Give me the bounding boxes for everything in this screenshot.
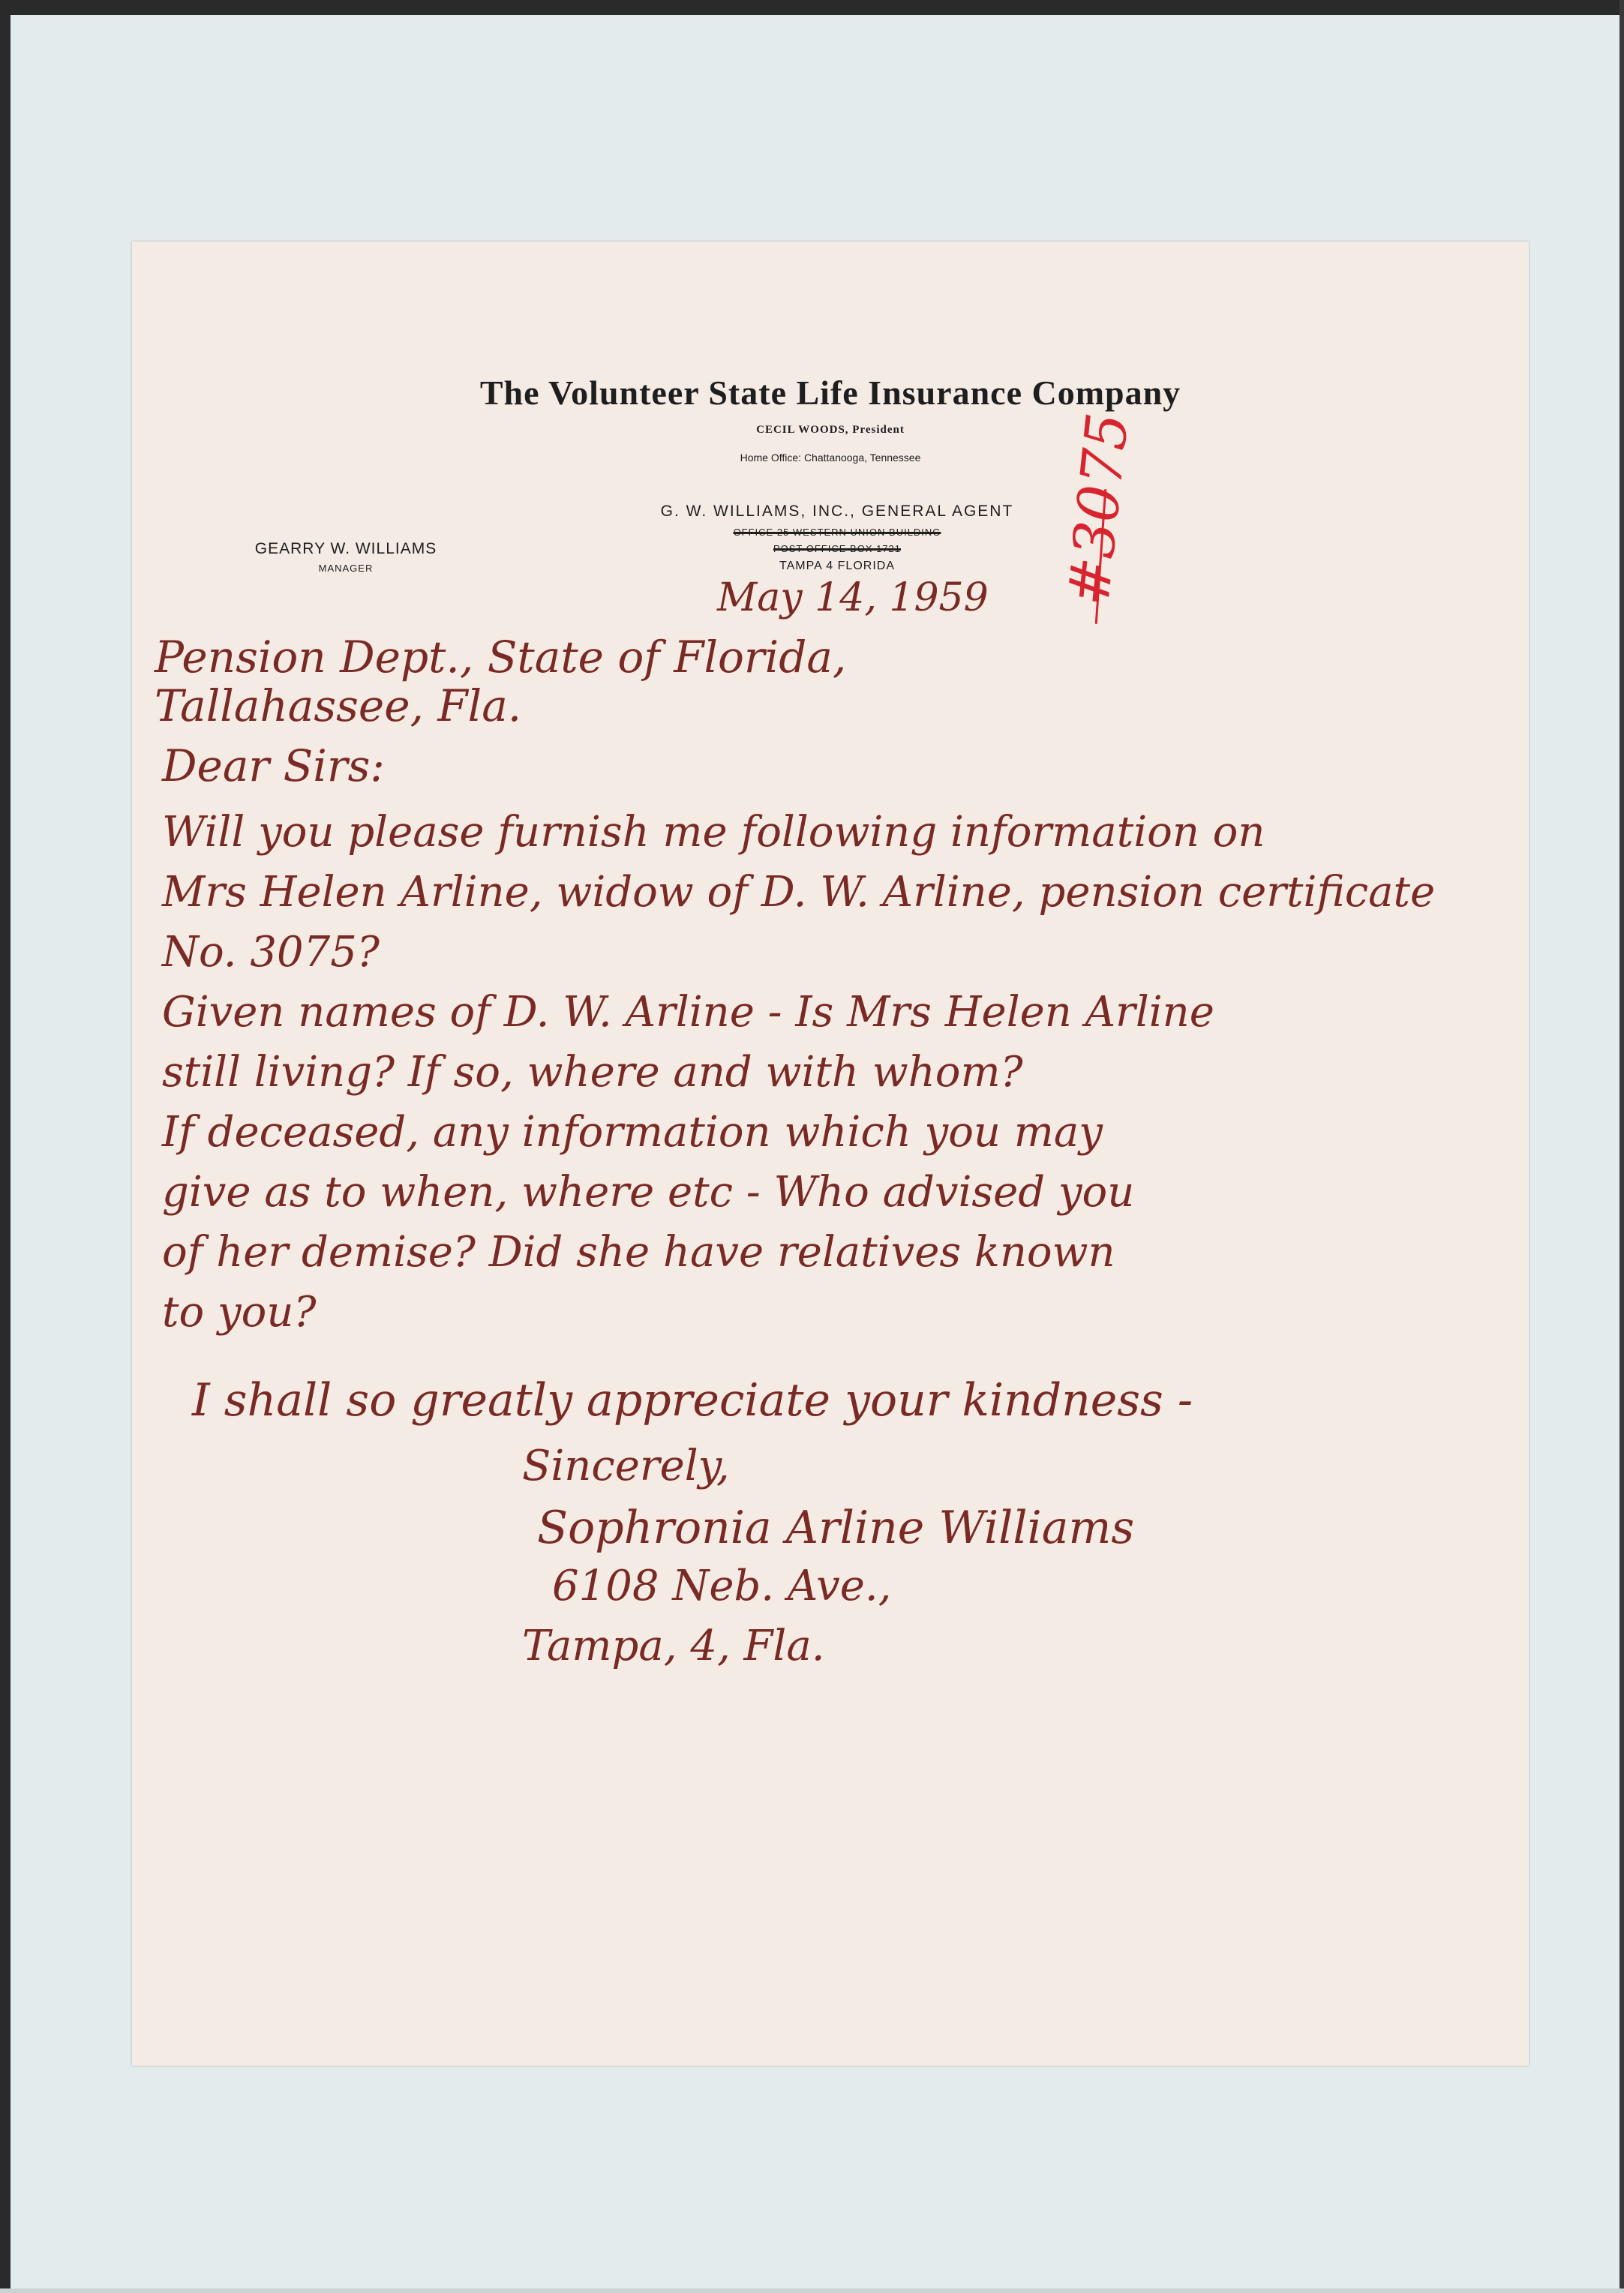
letterhead-president: CECIL WOODS, President — [756, 424, 905, 436]
body-line: Will you please furnish me following information on — [162, 808, 1265, 857]
recipient-line-2: Tallahassee, Fla. — [155, 680, 522, 731]
sender-address-line-1: 6108 Neb. Ave., — [552, 1562, 892, 1610]
letterhead-struck-office: OFFICE 25 WESTERN UNION BUILDING — [733, 527, 941, 538]
letterhead-city: TAMPA 4 FLORIDA — [779, 560, 895, 572]
scanner-edge-top — [0, 0, 1624, 15]
letterhead-home-office: Home Office: Chattanooga, Tennessee — [740, 452, 921, 464]
letterhead-manager-title: MANAGER — [318, 563, 374, 574]
body-line: to you? — [162, 1288, 317, 1337]
letter-page — [132, 242, 1529, 2066]
letterhead-manager-name: GEARRY W. WILLIAMS — [254, 540, 437, 557]
salutation: Dear Sirs: — [162, 740, 385, 791]
body-line: Given names of D. W. Arline - Is Mrs Helen Arline — [162, 988, 1214, 1037]
body-line: Mrs Helen Arline, widow of D. W. Arline, pension certificate — [162, 868, 1436, 917]
body-line: If deceased, any information which you may — [162, 1108, 1103, 1157]
scanner-edge-bottom — [0, 2288, 1624, 2293]
recipient-line-1: Pension Dept., State of Florida, — [155, 632, 847, 683]
body-line: give as to when, where etc - Who advised you — [162, 1168, 1135, 1217]
scanner-edge-right — [1619, 0, 1624, 2293]
closing-line: I shall so greatly appreciate your kindness - — [192, 1374, 1193, 1427]
sender-address-line-2: Tampa, 4, Fla. — [522, 1622, 825, 1670]
sign-off: Sincerely, — [522, 1442, 730, 1490]
letterhead-struck-box: POST OFFICE BOX 1721 — [773, 543, 902, 554]
body-line: of her demise? Did she have relatives known — [162, 1228, 1115, 1277]
letter-date: May 14, 1959 — [717, 575, 989, 620]
file-number-stamp: #3075 — [1055, 410, 1142, 609]
scanner-edge-left — [0, 0, 11, 2293]
letterhead-agent: G. W. WILLIAMS, INC., GENERAL AGENT — [660, 503, 1014, 520]
letterhead-company: The Volunteer State Life Insurance Company — [479, 374, 1181, 412]
body-line: still living? If so, where and with whom? — [162, 1048, 1023, 1097]
body-line: No. 3075? — [162, 928, 380, 977]
signature: Sophronia Arline Williams — [537, 1502, 1135, 1554]
